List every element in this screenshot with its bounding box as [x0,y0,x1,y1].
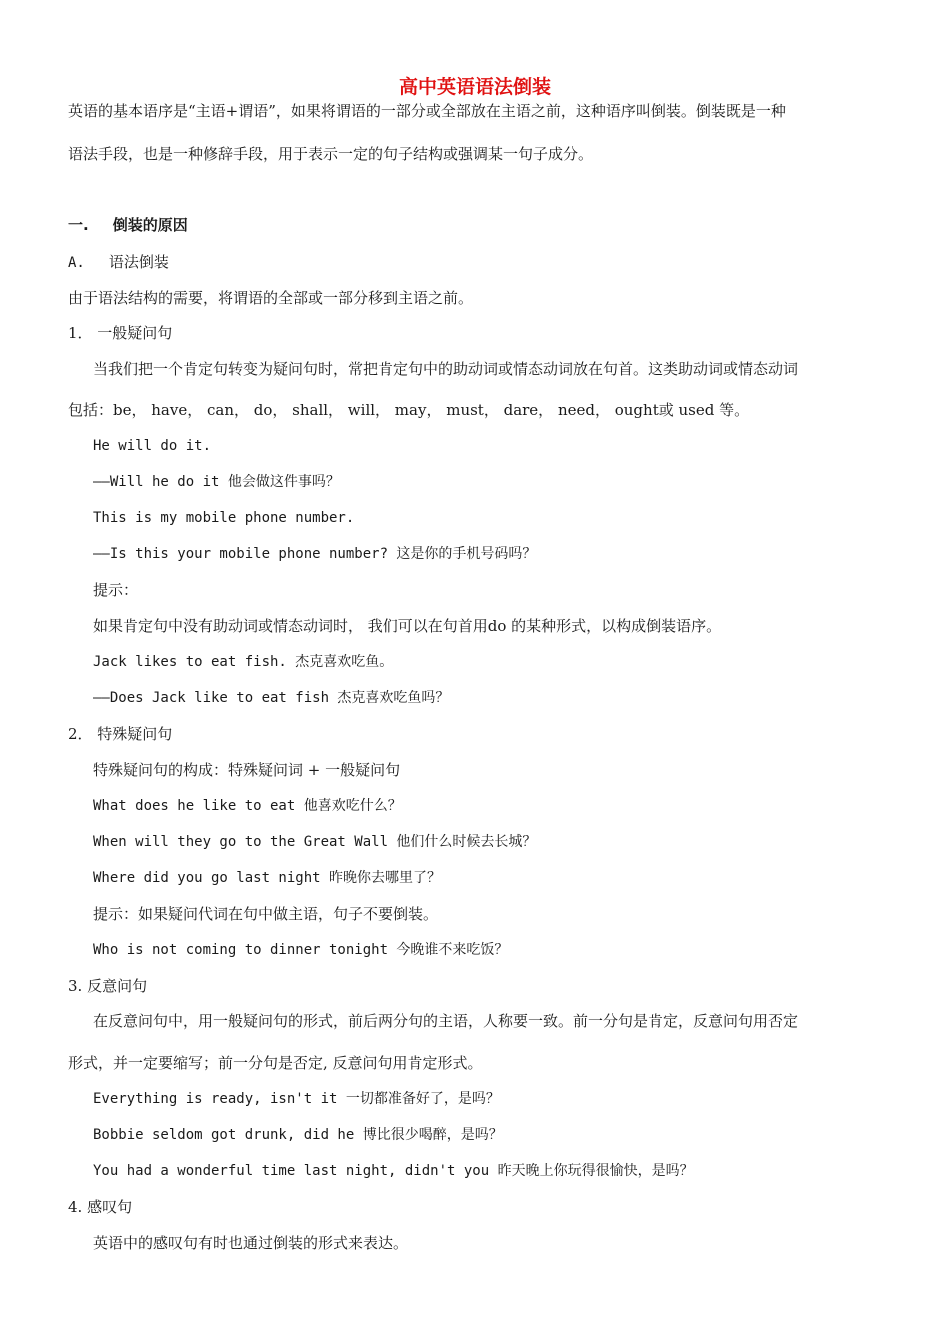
section-number: 一. [68,216,89,234]
example-sentence: What does he like to eat 他喜欢吃什么？ [93,798,402,814]
paragraph: 在反意问句中，用一般疑问句的形式，前后两分句的主语，人称要一致。前一分句是肯定，反意问句用否定 [93,1012,799,1030]
subsection-title: 语法倒装 [108,253,169,271]
example-sentence: Everything is ready, isn't it 一切都准备好了，是吗？ [93,1091,500,1107]
subsection-letter: A. [68,255,85,271]
example-sentence: ——Does Jack like to eat fish 杰克喜欢吃鱼吗？ [93,690,450,706]
example-sentence: He will do it. [93,438,212,454]
example-sentence: Jack likes to eat fish. 杰克喜欢吃鱼。 [93,654,394,670]
tip-text: 如果肯定句中没有助动词或情态动词时， 我们可以在句首用do 的某种形式，以构成倒装语序。 [93,617,722,635]
subsection-description: 由于语法结构的需要，将谓语的全部或一部分移到主语之前。 [68,289,474,307]
subsection-heading [68,252,169,273]
tip-text: 提示：如果疑问代词在句中做主语，句子不要倒装。 [93,905,439,923]
intro-line-2: 语法手段，也是一种修辞手段，用于表示一定的句子结构或强调某一句子成分。 [68,145,594,163]
example-sentence: This is my mobile phone number. [93,510,355,526]
section-heading [68,215,188,235]
item-heading-3: 3. 反意问句 [68,977,148,995]
paragraph: 形式，并一定要缩写；前一分句是否定, 反意问句用肯定形式。 [68,1054,483,1072]
item-heading-1: 1． 一般疑问句 [68,324,173,342]
paragraph: 特殊疑问句的构成：特殊疑问词 + 一般疑问句 [93,761,401,779]
paragraph: 当我们把一个肯定句转变为疑问句时，常把肯定句中的助动词或情态动词放在句首。这类助动词或情态动词 [93,360,799,378]
example-sentence: ——Is this your mobile phone number? 这是你的手机号码吗？ [93,546,537,562]
item-heading-4: 4. 感叹句 [68,1198,133,1216]
paragraph: 包括：be， have， can， do， shall， will， may， must， dare， need， ought或 used 等。 [68,401,750,419]
intro-line-1: 英语的基本语序是“主语+谓语”，如果将谓语的一部分或全部放在主语之前，这种语序叫倒装。倒装既是一种 [68,102,786,120]
example-sentence: Where did you go last night 昨晚你去哪里了？ [93,870,442,886]
paragraph: 英语中的感叹句有时也通过倒装的形式来表达。 [93,1234,409,1252]
page-title: 高中英语语法倒装 [398,76,551,98]
example-sentence: Bobbie seldom got drunk, did he 博比很少喝醉，是吗？ [93,1127,503,1143]
example-sentence: When will they go to the Great Wall 他们什么时候去长城？ [93,834,537,850]
example-sentence: You had a wonderful time last night, didn't you 昨天晚上你玩得很愉快，是吗？ [93,1163,694,1179]
example-sentence: Who is not coming to dinner tonight 今晚谁不来吃饭？ [93,942,509,958]
example-sentence: ——Will he do it 他会做这件事吗？ [93,474,340,490]
item-heading-2: 2． 特殊疑问句 [68,725,173,743]
tip-label: 提示： [93,581,139,599]
section-title: 倒装的原因 [112,216,188,234]
